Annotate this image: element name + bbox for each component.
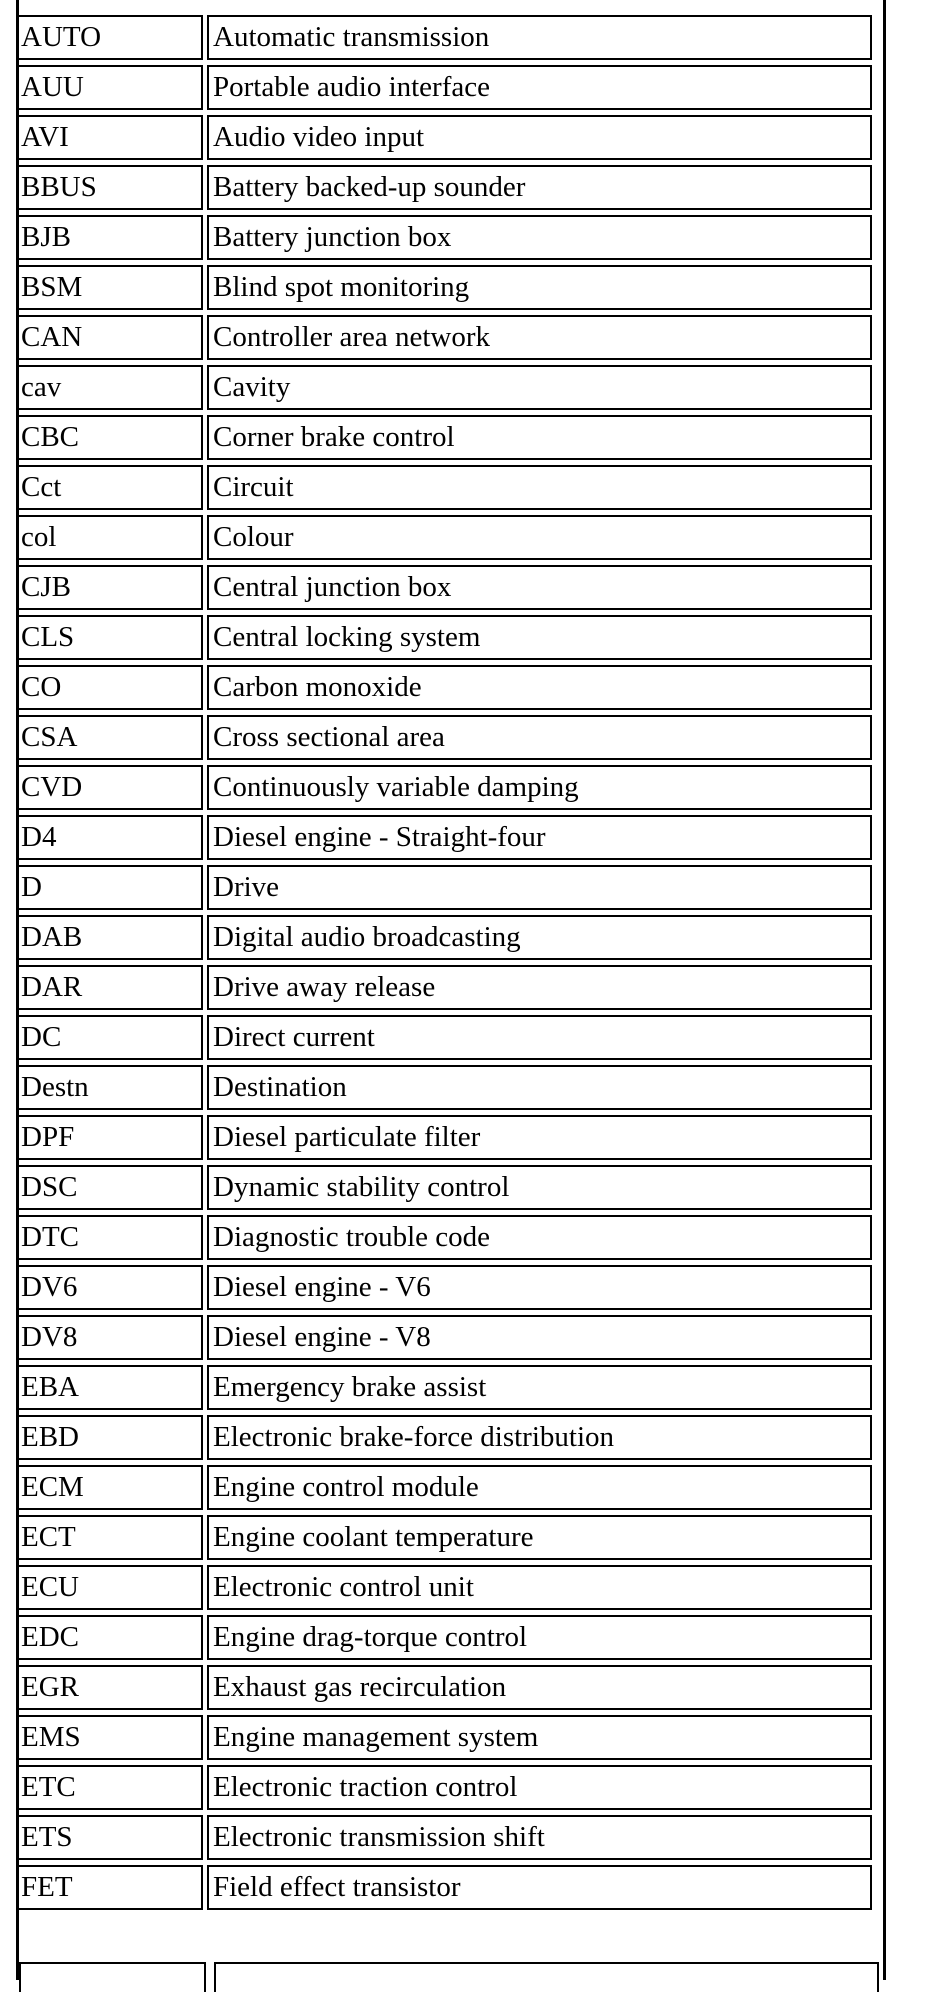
abbreviations-table-body <box>16 15 872 1910</box>
abbreviation-cell: CSA <box>16 715 203 760</box>
meaning-cell: Engine control module <box>207 1465 872 1510</box>
meaning-cell: Destination <box>207 1065 872 1110</box>
meaning-cell: Diesel engine - Straight-four <box>207 815 872 860</box>
meaning-cell: Electronic control unit <box>207 1565 872 1610</box>
table-row <box>16 515 872 560</box>
table-row <box>16 1815 872 1860</box>
abbreviation-cell: AVI <box>16 115 203 160</box>
abbreviation-cell: col <box>16 515 203 560</box>
table-row <box>16 65 872 110</box>
table-row <box>16 865 872 910</box>
abbreviation-cell: CLS <box>16 615 203 660</box>
table-row <box>16 315 872 360</box>
abbreviation-cell: DV8 <box>16 1315 203 1360</box>
table-row <box>16 1015 872 1060</box>
abbreviation-cell: AUTO <box>16 15 203 60</box>
abbreviation-cell: cav <box>16 365 203 410</box>
table-row <box>16 1565 872 1610</box>
table-row <box>16 215 872 260</box>
meaning-cell: Engine coolant temperature <box>207 1515 872 1560</box>
meaning-cell: Automatic transmission <box>207 15 872 60</box>
meaning-cell: Digital audio broadcasting <box>207 915 872 960</box>
abbreviation-cell: DAB <box>16 915 203 960</box>
abbreviation-cell: EDC <box>16 1615 203 1660</box>
table-row <box>16 815 872 860</box>
meaning-cell: Controller area network <box>207 315 872 360</box>
abbreviation-cell: AUU <box>16 65 203 110</box>
partial-next-row <box>16 1962 886 1980</box>
meaning-cell: Electronic traction control <box>207 1765 872 1810</box>
abbreviation-cell: FET <box>16 1865 203 1910</box>
abbreviation-cell: DTC <box>16 1215 203 1260</box>
abbreviation-cell: ECT <box>16 1515 203 1560</box>
meaning-cell: Direct current <box>207 1015 872 1060</box>
table-row <box>16 1215 872 1260</box>
table-row <box>16 715 872 760</box>
abbreviation-cell: EMS <box>16 1715 203 1760</box>
meaning-cell: Battery junction box <box>207 215 872 260</box>
abbreviation-cell: BJB <box>16 215 203 260</box>
abbreviation-cell: Destn <box>16 1065 203 1110</box>
abbreviation-cell: CAN <box>16 315 203 360</box>
table-row <box>16 165 872 210</box>
table-row <box>16 15 872 60</box>
table-row <box>16 565 872 610</box>
abbreviation-cell: ECU <box>16 1565 203 1610</box>
meaning-cell: Cross sectional area <box>207 715 872 760</box>
meaning-cell: Diesel engine - V8 <box>207 1315 872 1360</box>
table-row <box>16 765 872 810</box>
meaning-cell: Electronic brake-force distribution <box>207 1415 872 1460</box>
abbreviation-cell: CJB <box>16 565 203 610</box>
meaning-cell: Diesel particulate filter <box>207 1115 872 1160</box>
meaning-cell: Central locking system <box>207 615 872 660</box>
table-row <box>16 465 872 510</box>
meaning-cell: Emergency brake assist <box>207 1365 872 1410</box>
meaning-cell: Electronic transmission shift <box>207 1815 872 1860</box>
table-row <box>16 1365 872 1410</box>
meaning-cell: Continuously variable damping <box>207 765 872 810</box>
abbreviation-cell: EGR <box>16 1665 203 1710</box>
table-row <box>16 1465 872 1510</box>
meaning-cell: Corner brake control <box>207 415 872 460</box>
partial-meaning-cell <box>214 1962 879 1992</box>
table-row <box>16 1315 872 1360</box>
meaning-cell: Field effect transistor <box>207 1865 872 1910</box>
table-row <box>16 1715 872 1760</box>
abbreviation-cell: D4 <box>16 815 203 860</box>
table-row <box>16 1065 872 1110</box>
table-row <box>16 1665 872 1710</box>
meaning-cell: Battery backed-up sounder <box>207 165 872 210</box>
table-row <box>16 915 872 960</box>
abbreviation-cell: DSC <box>16 1165 203 1210</box>
abbreviation-cell: DAR <box>16 965 203 1010</box>
abbreviation-cell: Cct <box>16 465 203 510</box>
meaning-cell: Exhaust gas recirculation <box>207 1665 872 1710</box>
abbreviation-cell: EBA <box>16 1365 203 1410</box>
table-row <box>16 415 872 460</box>
meaning-cell: Diagnostic trouble code <box>207 1215 872 1260</box>
meaning-cell: Diesel engine - V6 <box>207 1265 872 1310</box>
abbreviation-cell: D <box>16 865 203 910</box>
table-row <box>16 1165 872 1210</box>
abbreviation-cell: BBUS <box>16 165 203 210</box>
abbreviation-cell: CBC <box>16 415 203 460</box>
table-row <box>16 615 872 660</box>
table-row <box>16 1865 872 1910</box>
meaning-cell: Drive <box>207 865 872 910</box>
abbreviation-cell: CVD <box>16 765 203 810</box>
abbreviation-cell: ECM <box>16 1465 203 1510</box>
meaning-cell: Drive away release <box>207 965 872 1010</box>
abbreviation-cell: DV6 <box>16 1265 203 1310</box>
meaning-cell: Audio video input <box>207 115 872 160</box>
meaning-cell: Carbon monoxide <box>207 665 872 710</box>
table-row <box>16 1515 872 1560</box>
table-row <box>16 1765 872 1810</box>
meaning-cell: Engine drag-torque control <box>207 1615 872 1660</box>
table-row <box>16 1415 872 1460</box>
meaning-cell: Blind spot monitoring <box>207 265 872 310</box>
table-row <box>16 1265 872 1310</box>
partial-abbreviation-cell <box>19 1962 206 1992</box>
meaning-cell: Central junction box <box>207 565 872 610</box>
table-row <box>16 965 872 1010</box>
abbreviation-cell: CO <box>16 665 203 710</box>
abbreviation-cell: DPF <box>16 1115 203 1160</box>
table-row <box>16 365 872 410</box>
table-row <box>16 665 872 710</box>
abbreviations-table <box>16 10 872 1915</box>
meaning-cell: Colour <box>207 515 872 560</box>
table-row <box>16 1115 872 1160</box>
abbreviation-cell: ETC <box>16 1765 203 1810</box>
table-row <box>16 265 872 310</box>
meaning-cell: Portable audio interface <box>207 65 872 110</box>
abbreviation-cell: EBD <box>16 1415 203 1460</box>
meaning-cell: Dynamic stability control <box>207 1165 872 1210</box>
meaning-cell: Engine management system <box>207 1715 872 1760</box>
table-row <box>16 115 872 160</box>
abbreviation-cell: BSM <box>16 265 203 310</box>
table-row <box>16 1615 872 1660</box>
meaning-cell: Circuit <box>207 465 872 510</box>
abbreviation-cell: DC <box>16 1015 203 1060</box>
meaning-cell: Cavity <box>207 365 872 410</box>
abbreviation-cell: ETS <box>16 1815 203 1860</box>
